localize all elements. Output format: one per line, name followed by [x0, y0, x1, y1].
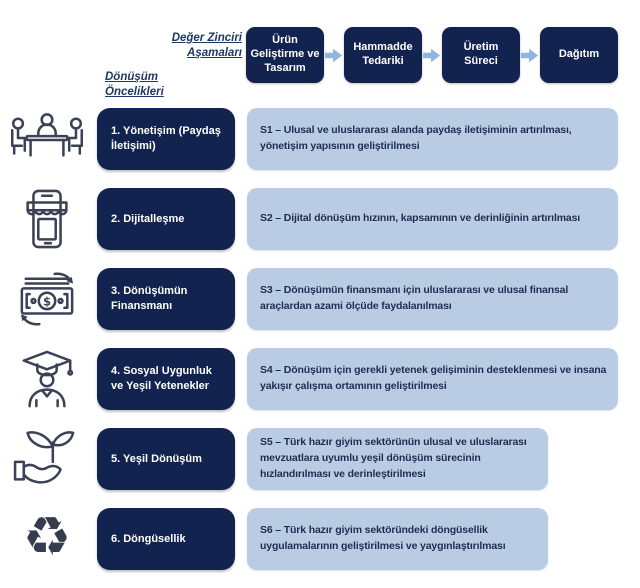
strategy-box: [247, 268, 618, 330]
stage-label: Üretim Süreci: [463, 41, 499, 67]
strategy-text: S1 – Ulusal ve uluslararası alanda paydaş iletişiminin artırılması, yönetişim yapısının geliştirilmesi: [260, 124, 572, 152]
strategy-text: S6 – Türk hazır giyim sektöründeki döngüsellik uygulamalarının geliştirilmesi ve yaygınlaştırılması: [260, 524, 506, 552]
money-circulation-icon: [4, 268, 90, 330]
value-chain-stages: [246, 27, 618, 83]
stage-label: Ürün Geliştirme ve Tasarım: [250, 34, 320, 74]
priority-row-social-compliance: [0, 348, 640, 410]
stage-distribution: [540, 27, 618, 83]
stage-raw-material-supply: [344, 27, 422, 83]
recycle-icon: [4, 505, 90, 570]
strategy-box: [247, 188, 618, 250]
priority-row-green-transformation: [0, 428, 640, 490]
priority-box: [97, 428, 235, 490]
priority-row-circularity: [0, 505, 640, 570]
arrow-right-icon: [324, 47, 344, 64]
priority-row-financing: [0, 268, 640, 330]
stage-label: Hammadde Tedariki: [353, 41, 413, 67]
priority-row-governance: [0, 108, 640, 170]
priority-label: 6. Döngüsellik: [111, 532, 186, 545]
priority-label: 1. Yönetişim (Paydaş İletişimi): [111, 125, 221, 152]
stage-label: Dağıtım: [558, 48, 600, 61]
priority-box: [97, 348, 235, 410]
hand-sprout-icon: [4, 428, 90, 490]
priority-label: 5. Yeşil Dönüşüm: [111, 452, 202, 465]
recycle-glyph: ♻: [22, 505, 72, 568]
priority-box: [97, 268, 235, 330]
arrow-right-icon: [520, 47, 540, 64]
graduate-icon: [4, 348, 90, 410]
transformation-priorities-label: Dönüşüm Öncelikleri: [105, 71, 164, 98]
priority-label: 3. Dönüşümün Finansmanı: [111, 285, 188, 312]
priority-box: [97, 508, 235, 570]
strategy-text: S3 – Dönüşümün finansmanı için uluslararası ve ulusal finansal araçlardan azami ölçüde faydalanılması: [260, 284, 569, 312]
svg-text:$: $: [42, 294, 52, 309]
meeting-icon: [4, 108, 90, 170]
priority-label: 2. Dijitalleşme: [111, 212, 185, 225]
strategy-box: [247, 108, 618, 170]
stage-production-process: [442, 27, 520, 83]
strategy-box: [247, 348, 618, 410]
strategy-text: S5 – Türk hazır giyim sektörünün ulusal ve uluslararası mevzuatlara uyumlu yeşil dönüşüm sürecinin hızlandırılması ve derinleştirilmesi: [260, 436, 527, 480]
value-chain-stages-label: Değer Zinciri Aşamaları: [171, 32, 242, 59]
mobile-store-icon: [4, 188, 90, 250]
priority-row-digitalization: [0, 188, 640, 250]
priority-box: [97, 108, 235, 170]
strategy-box: [247, 508, 548, 570]
strategy-text: S4 – Dönüşüm için gerekli yetenek gelişiminin desteklenmesi ve insana yakışır çalışma ortamının geliştirilmesi: [260, 364, 607, 392]
priority-label: 4. Sosyal Uygunluk ve Yeşil Yetenekler: [111, 365, 212, 392]
arrow-right-icon: [422, 47, 442, 64]
strategy-text: S2 – Dijital dönüşüm hızının, kapsamının ve derinliğinin artırılması: [260, 212, 581, 225]
strategy-box: [247, 428, 548, 490]
priority-box: [97, 188, 235, 250]
stage-product-development: [246, 27, 324, 83]
